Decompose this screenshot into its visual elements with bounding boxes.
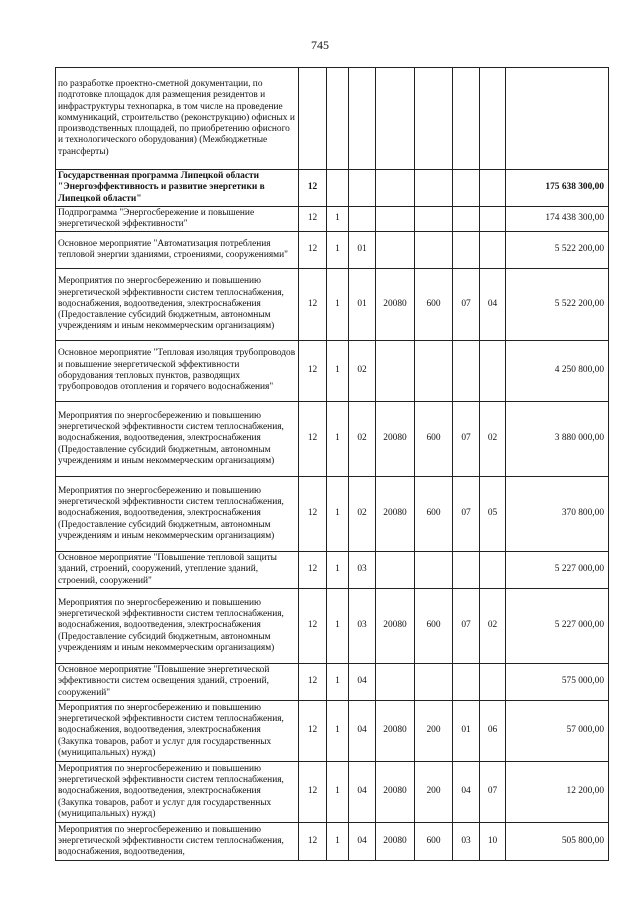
expense-type-code — [415, 232, 453, 269]
row-name: по разработке проектно-сметной документации, по подготовке площадок для размещения резидентов и инфраструктуры технопарка, в том числе на проведение коммуникаций, строительство (реконструкцию) офисных и производственных площадей, по приобретению офисного и технологического оборудования) (Межбюджетные трансферты) — [56, 68, 299, 170]
table-row — [56, 232, 609, 269]
direction-code — [376, 341, 415, 402]
subprogram-code: 1 — [327, 341, 349, 402]
amount — [506, 68, 609, 170]
table-row — [56, 341, 609, 402]
expense-type-code: 600 — [415, 477, 453, 552]
direction-code: 20080 — [376, 477, 415, 552]
section-code: 03 — [453, 823, 480, 861]
section-code — [453, 207, 480, 232]
subsection-code: 10 — [480, 823, 506, 861]
subprogram-code — [327, 68, 349, 170]
subsection-code — [480, 664, 506, 701]
subsection-code — [480, 207, 506, 232]
expense-type-code — [415, 664, 453, 701]
row-name: Мероприятия по энергосбережению и повышению энергетической эффективности систем теплоснабжения, водоснабжения, водоотведения, электроснабжения (Предоставление субсидий бюджетным, автономным учреждениям и иным некоммерческим организациям) — [56, 477, 299, 552]
direction-code — [376, 170, 415, 207]
table-row — [56, 402, 609, 477]
expense-type-code — [415, 552, 453, 589]
program-code: 12 — [299, 207, 327, 232]
direction-code: 20080 — [376, 762, 415, 823]
table-row — [56, 552, 609, 589]
program-code: 12 — [299, 589, 327, 664]
table-row — [56, 207, 609, 232]
row-name: Мероприятия по энергосбережению и повышению энергетической эффективности систем теплоснабжения, водоснабжения, водоотведения, электроснабжения (Предоставление субсидий бюджетным, автономным учреждениям и иным некоммерческим организациям) — [56, 402, 299, 477]
direction-code: 20080 — [376, 269, 415, 341]
table-row — [56, 269, 609, 341]
amount: 174 438 300,00 — [506, 207, 609, 232]
main-activity-code: 01 — [349, 269, 376, 341]
subsection-code: 04 — [480, 269, 506, 341]
program-code: 12 — [299, 664, 327, 701]
table-row — [56, 170, 609, 207]
expense-type-code: 600 — [415, 589, 453, 664]
direction-code: 20080 — [376, 823, 415, 861]
table-row — [56, 823, 609, 861]
section-code — [453, 341, 480, 402]
subsection-code — [480, 68, 506, 170]
amount: 57 000,00 — [506, 701, 609, 762]
expense-type-code — [415, 341, 453, 402]
amount: 5 227 000,00 — [506, 552, 609, 589]
subprogram-code: 1 — [327, 207, 349, 232]
row-name: Основное мероприятие "Повышение энергетической эффективности систем освещения зданий, строений, сооружений" — [56, 664, 299, 701]
subprogram-code: 1 — [327, 762, 349, 823]
program-code: 12 — [299, 341, 327, 402]
program-code: 12 — [299, 269, 327, 341]
subsection-code: 02 — [480, 402, 506, 477]
section-code: 01 — [453, 701, 480, 762]
program-code: 12 — [299, 477, 327, 552]
amount: 370 800,00 — [506, 477, 609, 552]
main-activity-code — [349, 170, 376, 207]
amount: 5 522 200,00 — [506, 269, 609, 341]
row-name: Подпрограмма "Энергосбережение и повышение энергетической эффективности" — [56, 207, 299, 232]
section-code — [453, 232, 480, 269]
subsection-code: 05 — [480, 477, 506, 552]
row-name: Мероприятия по энергосбережению и повышению энергетической эффективности систем теплоснабжения, водоснабжения, водоотведения, электроснабжения (Предоставление субсидий бюджетным, автономным учреждениям и иным некоммерческим организациям) — [56, 589, 299, 664]
expense-type-code: 200 — [415, 701, 453, 762]
direction-code: 20080 — [376, 402, 415, 477]
row-name: Мероприятия по энергосбережению и повышению энергетической эффективности систем теплоснабжения, водоснабжения, водоотведения, электроснабжения (Закупка товаров, работ и услуг для государственных (муниципальных) нужд) — [56, 701, 299, 762]
table-row — [56, 701, 609, 762]
subprogram-code — [327, 170, 349, 207]
row-name: Основное мероприятие "Повышение тепловой защиты зданий, строений, сооружений, утепление зданий, строений, сооружений" — [56, 552, 299, 589]
subsection-code: 07 — [480, 762, 506, 823]
subsection-code: 02 — [480, 589, 506, 664]
main-activity-code: 04 — [349, 823, 376, 861]
subprogram-code: 1 — [327, 664, 349, 701]
program-code — [299, 68, 327, 170]
amount: 3 880 000,00 — [506, 402, 609, 477]
section-code: 04 — [453, 762, 480, 823]
main-activity-code: 02 — [349, 402, 376, 477]
section-code — [453, 664, 480, 701]
expense-type-code — [415, 170, 453, 207]
section-code: 07 — [453, 589, 480, 664]
budget-table — [55, 67, 609, 861]
amount: 4 250 800,00 — [506, 341, 609, 402]
expense-type-code: 600 — [415, 269, 453, 341]
direction-code — [376, 232, 415, 269]
table-body — [56, 68, 609, 861]
subprogram-code: 1 — [327, 269, 349, 341]
amount: 12 200,00 — [506, 762, 609, 823]
amount: 175 638 300,00 — [506, 170, 609, 207]
main-activity-code: 04 — [349, 762, 376, 823]
direction-code: 20080 — [376, 589, 415, 664]
subsection-code — [480, 552, 506, 589]
section-code: 07 — [453, 477, 480, 552]
main-activity-code: 04 — [349, 701, 376, 762]
direction-code — [376, 68, 415, 170]
table-row — [56, 477, 609, 552]
program-code: 12 — [299, 823, 327, 861]
amount: 575 000,00 — [506, 664, 609, 701]
subprogram-code: 1 — [327, 232, 349, 269]
direction-code — [376, 207, 415, 232]
section-code: 07 — [453, 269, 480, 341]
program-code: 12 — [299, 170, 327, 207]
main-activity-code: 01 — [349, 232, 376, 269]
section-code — [453, 170, 480, 207]
subprogram-code: 1 — [327, 552, 349, 589]
expense-type-code: 600 — [415, 823, 453, 861]
expense-type-code — [415, 207, 453, 232]
row-name: Основное мероприятие "Автоматизация потребления тепловой энергии зданиями, строениями, сооружениями" — [56, 232, 299, 269]
table-row — [56, 762, 609, 823]
main-activity-code: 04 — [349, 664, 376, 701]
program-code: 12 — [299, 701, 327, 762]
expense-type-code: 200 — [415, 762, 453, 823]
main-activity-code: 03 — [349, 552, 376, 589]
row-name: Мероприятия по энергосбережению и повышению энергетической эффективности систем теплоснабжения, водоснабжения, водоотведения, электроснабжения (Предоставление субсидий бюджетным, автономным учреждениям и иным некоммерческим организациям) — [56, 269, 299, 341]
direction-code — [376, 664, 415, 701]
table-row — [56, 664, 609, 701]
main-activity-code: 03 — [349, 589, 376, 664]
subprogram-code: 1 — [327, 589, 349, 664]
section-code: 07 — [453, 402, 480, 477]
main-activity-code: 02 — [349, 477, 376, 552]
subprogram-code: 1 — [327, 402, 349, 477]
direction-code: 20080 — [376, 701, 415, 762]
program-code: 12 — [299, 232, 327, 269]
section-code — [453, 552, 480, 589]
row-name: Мероприятия по энергосбережению и повышению энергетической эффективности систем теплоснабжения, водоснабжения, водоотведения, электроснабжения (Закупка товаров, работ и услуг для государственных (муниципальных) нужд) — [56, 762, 299, 823]
subprogram-code: 1 — [327, 823, 349, 861]
direction-code — [376, 552, 415, 589]
amount: 505 800,00 — [506, 823, 609, 861]
row-name: Основное мероприятие "Тепловая изоляция трубопроводов и повышение энергетической эффективности оборудования тепловых пунктов, разводящих трубопроводов отопления и горячего водоснабжения" — [56, 341, 299, 402]
subprogram-code: 1 — [327, 477, 349, 552]
page-number: 745 — [311, 38, 329, 52]
subsection-code — [480, 341, 506, 402]
subprogram-code: 1 — [327, 701, 349, 762]
section-code — [453, 68, 480, 170]
main-activity-code: 02 — [349, 341, 376, 402]
table-row — [56, 68, 609, 170]
amount: 5 227 000,00 — [506, 589, 609, 664]
subsection-code — [480, 170, 506, 207]
subsection-code: 06 — [480, 701, 506, 762]
main-activity-code — [349, 207, 376, 232]
main-activity-code — [349, 68, 376, 170]
table-row — [56, 589, 609, 664]
program-code: 12 — [299, 402, 327, 477]
row-name: Мероприятия по энергосбережению и повышению энергетической эффективности систем теплоснабжения, водоснабжения, водоотведения, — [56, 823, 299, 861]
program-code: 12 — [299, 552, 327, 589]
subsection-code — [480, 232, 506, 269]
amount: 5 522 200,00 — [506, 232, 609, 269]
row-name: Государственная программа Липецкой области "Энергоэффективность и развитие энергетики в Липецкой области" — [56, 170, 299, 207]
expense-type-code — [415, 68, 453, 170]
expense-type-code: 600 — [415, 402, 453, 477]
program-code: 12 — [299, 762, 327, 823]
